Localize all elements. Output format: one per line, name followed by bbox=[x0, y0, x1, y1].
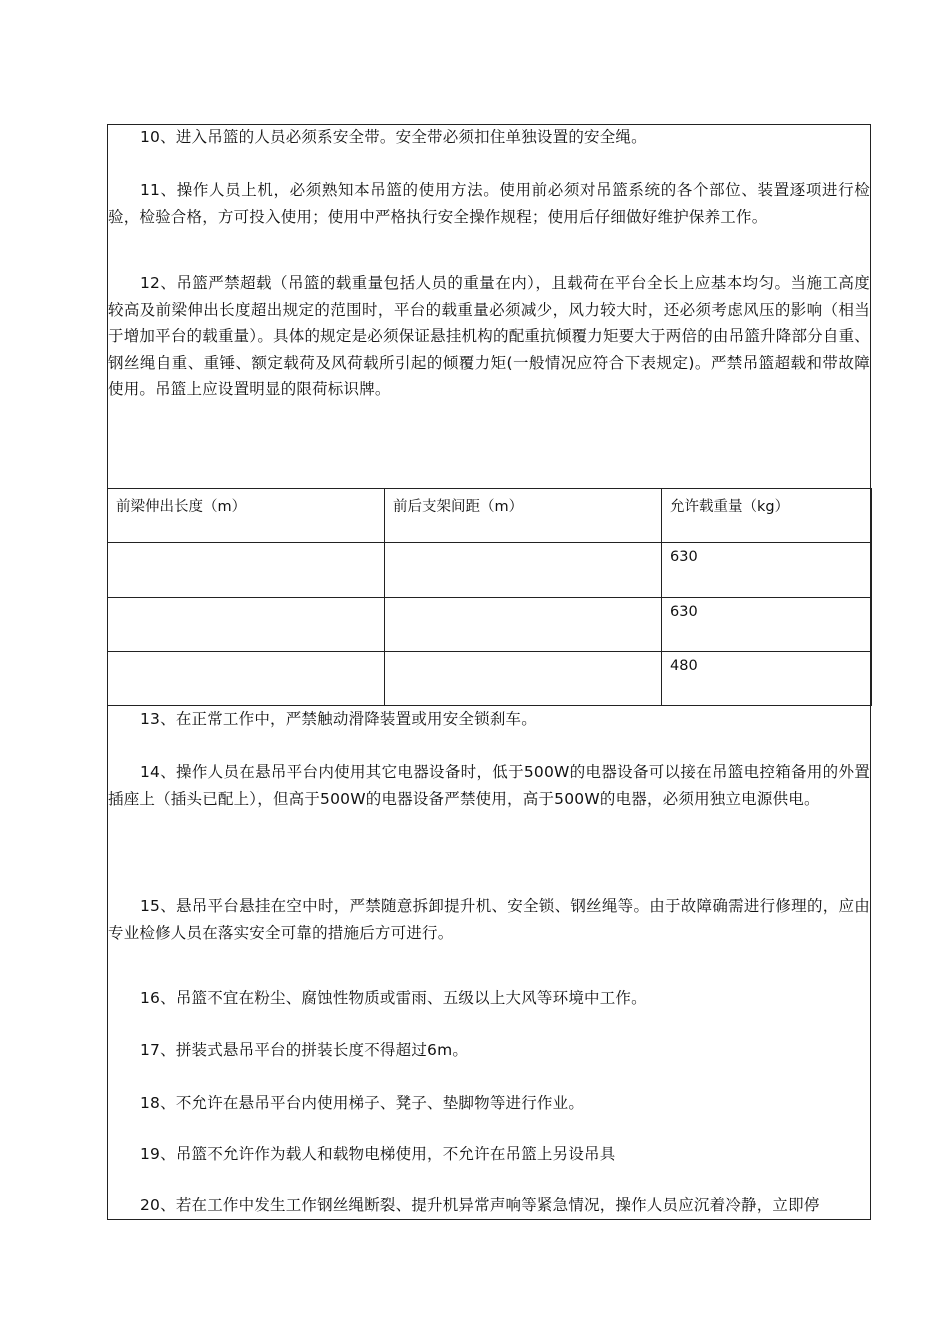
paragraph-13: 13、在正常工作中，严禁触动滑降装置或用安全锁刹车。 bbox=[140, 710, 537, 728]
paragraph-16: 16、吊篮不宜在粉尘、腐蚀性物质或雷雨、五级以上大风等环境中工作。 bbox=[140, 989, 647, 1007]
table-row bbox=[108, 651, 872, 705]
table-cell bbox=[385, 651, 662, 705]
table-header-row bbox=[108, 489, 872, 543]
paragraph-14: 14、操作人员在悬吊平台内使用其它电器设备时，低于500W的电器设备可以接在吊篮电控箱备用的外置插座上（插头已配上），但高于500W的电器设备严禁使用，高于500W的电器，必须用独立电源供电。 bbox=[108, 763, 870, 808]
table-row bbox=[108, 597, 872, 651]
table-cell bbox=[385, 543, 662, 597]
paragraph-20: 20、若在工作中发生工作钢丝绳断裂、提升机异常声响等紧急情况，操作人员应沉着冷静，立即停 bbox=[140, 1196, 820, 1214]
table-cell: 630 bbox=[662, 597, 872, 651]
header-support-spacing: 前后支架间距（m） bbox=[385, 489, 662, 543]
table-cell bbox=[108, 597, 385, 651]
header-allowed-load: 允许载重量（kg） bbox=[662, 489, 872, 543]
table-cell: 630 bbox=[662, 543, 872, 597]
paragraph-10: 10、进入吊篮的人员必须系安全带。安全带必须扣住单独设置的安全绳。 bbox=[140, 128, 647, 146]
table-cell bbox=[108, 651, 385, 705]
load-table bbox=[107, 488, 872, 706]
table-cell: 480 bbox=[662, 651, 872, 705]
table-cell bbox=[108, 543, 385, 597]
paragraph-17: 17、拼装式悬吊平台的拼装长度不得超过6m。 bbox=[140, 1041, 469, 1059]
paragraph-19: 19、吊篮不允许作为载人和载物电梯使用，不允许在吊篮上另设吊具 bbox=[140, 1145, 616, 1163]
paragraph-15: 15、悬吊平台悬挂在空中时，严禁随意拆卸提升机、安全锁、钢丝绳等。由于故障确需进行修理的，应由专业检修人员在落实安全可靠的措施后方可进行。 bbox=[108, 897, 870, 942]
paragraph-11: 11、操作人员上机，必须熟知本吊篮的使用方法。使用前必须对吊篮系统的各个部位、装置逐项进行检验，检验合格，方可投入使用；使用中严格执行安全操作规程；使用后仔细做好维护保养工作。 bbox=[108, 181, 870, 226]
table-cell bbox=[385, 597, 662, 651]
paragraph-18: 18、不允许在悬吊平台内使用梯子、凳子、垫脚物等进行作业。 bbox=[140, 1094, 585, 1112]
table-row bbox=[108, 543, 872, 597]
paragraph-12: 12、吊篮严禁超载（吊篮的载重量包括人员的重量在内），且载荷在平台全长上应基本均匀。当施工高度较高及前梁伸出长度超出规定的范围时，平台的载重量必须减少，风力较大时，还必须考虑风压的影响（相当于增加平台的载重量）。具体的规定是必须保证悬挂机构的配重抗倾覆力矩要大于两倍的由吊篮升降部分自重、钢丝绳自重、重锤、额定载荷及风荷载所引起的倾覆力矩(一般情况应符合下表规定)。严禁吊篮超载和带故障使用。吊篮上应设置明显的限荷标识牌。 bbox=[108, 274, 870, 398]
header-front-beam-length: 前梁伸出长度（m） bbox=[108, 489, 385, 543]
